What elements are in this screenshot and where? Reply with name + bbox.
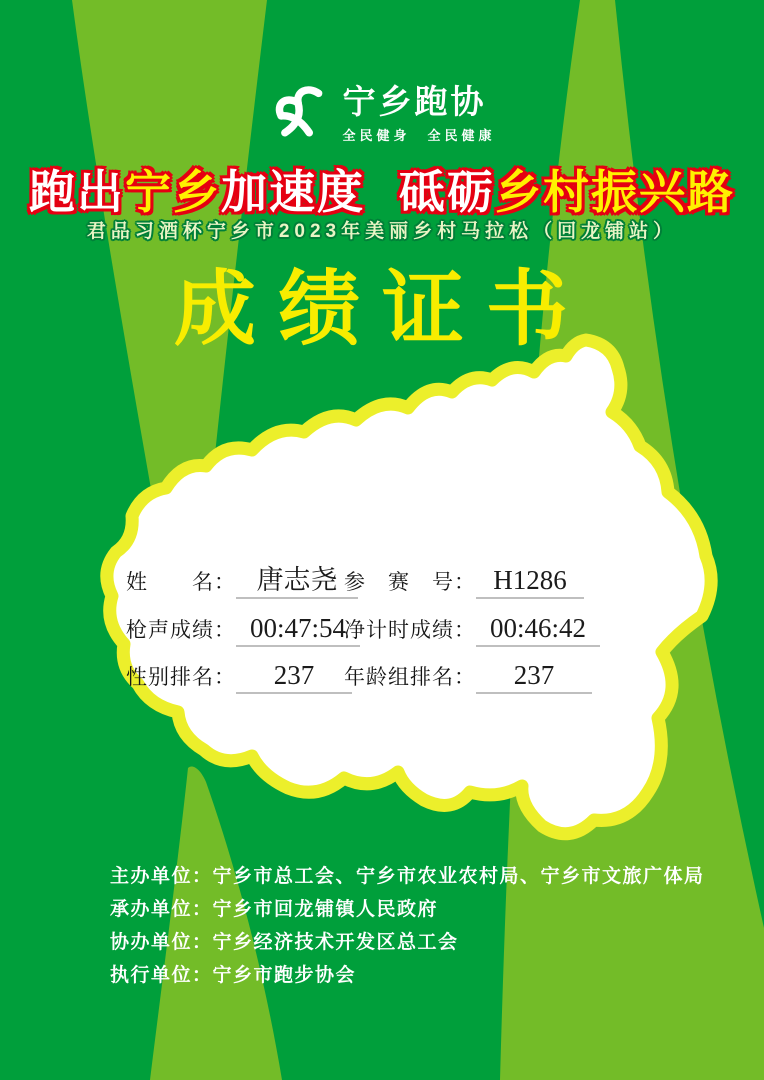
gun-time-label: 枪声成绩：: [126, 619, 236, 642]
organizer-undertaker-value: 宁乡市回龙铺镇人民政府: [212, 899, 439, 920]
organizer-undertaker-line: [110, 893, 705, 926]
gender-rank-value: 237: [236, 661, 352, 694]
logo-tagline: 全民健身 全民健康: [342, 127, 496, 143]
slogan-part-5: 乡村振兴路: [495, 166, 735, 218]
organizer-host-line: [110, 860, 705, 893]
name-value: 唐志尧: [236, 566, 358, 599]
organizer-executor-label: 执行单位：: [110, 965, 213, 986]
organizer-coorganizer-label: 协办单位：: [110, 932, 213, 953]
gender-rank-label: 性别排名：: [126, 666, 236, 689]
organizer-executor-value: 宁乡市跑步协会: [212, 965, 357, 986]
name-label: 姓 名：: [126, 571, 236, 594]
field-gun-time: [126, 614, 360, 647]
field-net-time: [344, 614, 600, 647]
bib-value: H1286: [476, 566, 584, 599]
organizer-executor-line: [110, 959, 705, 992]
slogan-part-2: 宁乡: [125, 166, 221, 218]
runner-icon: [268, 84, 328, 144]
field-gender-rank: [126, 661, 352, 694]
age-group-rank-label: 年龄组排名：: [344, 666, 476, 689]
bib-label: 参 赛 号：: [344, 571, 476, 594]
organizer-host-value: 宁乡市总工会、宁乡市农业农村局、宁乡市文旅广体局: [212, 866, 705, 887]
event-name: 君品习酒杯宁乡市2023年美丽乡村马拉松（回龙铺站）: [86, 221, 678, 242]
logo-name: 宁乡跑协: [342, 83, 487, 121]
net-time-value: 00:46:42: [476, 614, 600, 647]
net-time-label: 净计时成绩：: [344, 619, 476, 642]
logo: [0, 84, 764, 144]
organizer-undertaker-label: 承办单位：: [110, 899, 213, 920]
certificate-title: 成绩证书: [173, 264, 590, 355]
age-group-rank-value: 237: [476, 661, 592, 694]
organizer-coorganizer-value: 宁乡经济技术开发区总工会: [212, 932, 459, 953]
field-bib: [344, 566, 584, 599]
field-age-group-rank: [344, 661, 592, 694]
gun-time-value: 00:47:54: [236, 614, 360, 647]
organizer-host-label: 主办单位：: [110, 866, 213, 887]
organizer-coorganizer-line: [110, 926, 705, 959]
field-name: [126, 566, 358, 599]
slogan-part-4: 砥砺: [399, 166, 495, 218]
organizers-block: [110, 860, 705, 992]
slogan-part-1: 跑出: [29, 166, 125, 218]
slogan-line: [0, 156, 764, 222]
slogan-part-3: 加速度: [221, 166, 365, 218]
